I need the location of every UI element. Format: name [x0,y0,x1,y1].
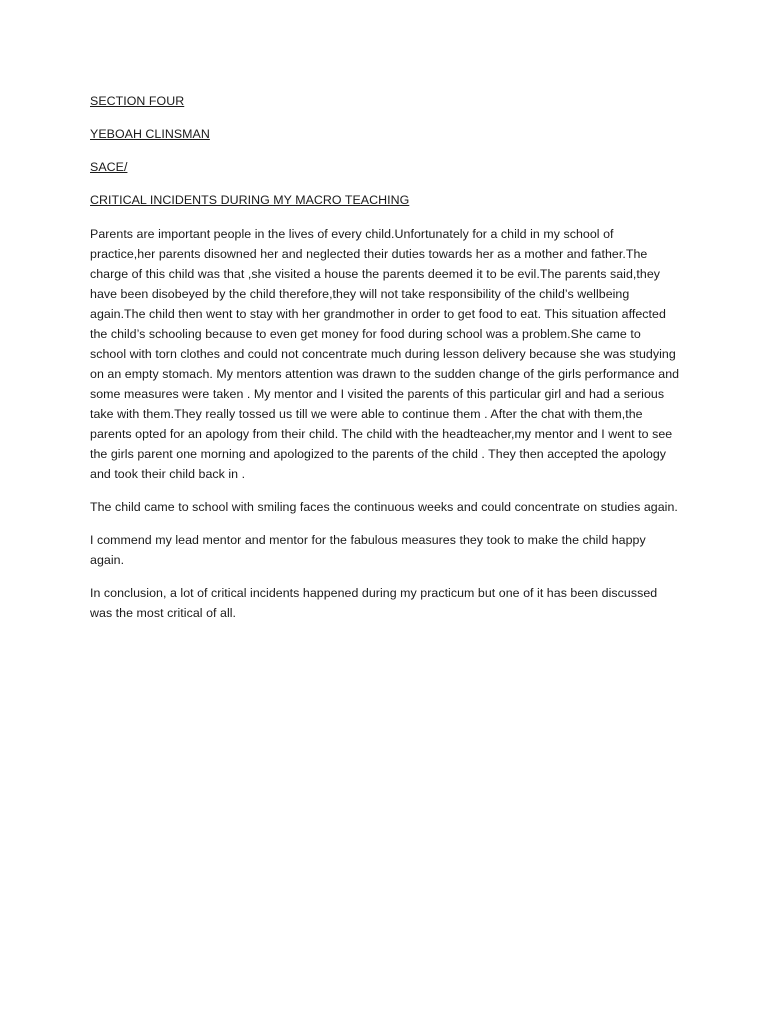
paragraph-incident: Parents are important people in the lives of every child.Unfortunately for a child in my school of practice,her parents disowned her and neglected their duties towards her as a mother and father.The charge of this child was that ,she visited a house the parents deemed it to be evil.The parents said,they have been disobeyed by the child therefore,they will not take responsibility of the child’s wellbeing again.The child then went to stay with her grandmother in order to get food to eat. This situation affected the child’s schooling because to even get money for food during school was a problem.She came to school with torn clothes and could not concentrate much during lesson delivery because she was studying on an empty stomach. My mentors attention was drawn to the sudden change of the girls performance and some measures were taken . My mentor and I visited the parents of this particular girl and had a serious take with them.They really tossed us till we were able to continue them . After the chat with them,the parents opted for an apology from their child. The child with the headteacher,my mentor and I went to see the girls parent one morning and apologized to the parents of the child . They then accepted the apology and took their child back in . [90,227,680,481]
author-name: YEBOAH CLINSMAN [90,127,210,141]
section-heading: SECTION FOUR [90,94,185,108]
institution-label: SACE/ [90,160,128,174]
document-title: CRITICAL INCIDENTS DURING MY MACRO TEACHING [90,193,410,207]
paragraph-conclusion: In conclusion, a lot of critical incidents happened during my practicum but one of it has been discussed was the most critical of all. [90,586,658,620]
paragraph-outcome: The child came to school with smiling faces the continuous weeks and could concentrate on studies again. [90,500,678,514]
paragraph-commendation: I commend my lead mentor and mentor for the fabulous measures they took to make the child happy again. [90,533,646,567]
document-body [90,93,680,636]
